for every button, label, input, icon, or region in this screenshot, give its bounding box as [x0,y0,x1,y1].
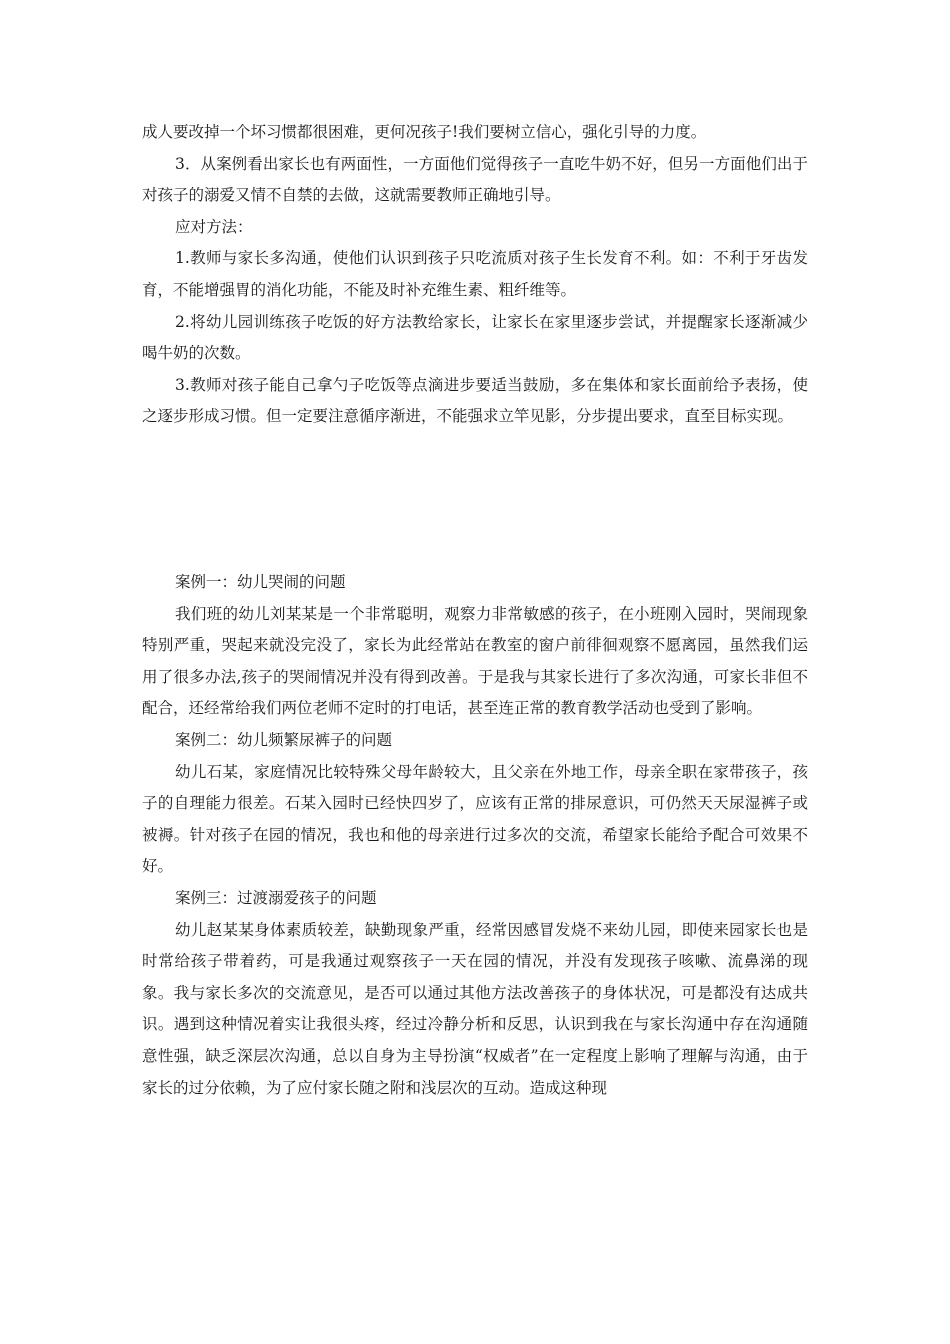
case-3-body: 幼儿赵某某身体素质较差，缺勤现象严重，经常因感冒发烧不来幼儿园，即使来园家长也是时常给孩子带着药，可是我通过观察孩子一天在园的情况，并没有发现孩子咳嗽、流鼻涕的现象。我与家长多次的交流意见，是否可以通过其他方法改善孩子的身体状况，可是都没有达成共识。遇到这种情况着实让我很头疼，经过冷静分析和反思，认识到我在与家长沟通中存在沟通随意性强，缺乏深层次沟通，总以自身为主导扮演“权威者”在一定程度上影响了理解与沟通，由于家长的过分依赖，为了应付家长随之附和浅层次的互动。造成这种现 [142,920,808,1097]
case-3-heading: 案例三：过渡溺爱孩子的问题 [175,888,377,907]
case-2-body: 幼儿石某，家庭情况比较特殊父母年龄较大，且父亲在外地工作，母亲全职在家带孩子，孩子的自理能力很差。石某入园时已经快四岁了，应该有正常的排尿意识，可仍然天天尿湿裤子或被褥。针对孩子在园的情况，我也和他的母亲进行过多次的交流，希望家长能给予配合可效果不好。 [142,762,808,876]
case-1-body: 我们班的幼儿刘某某是一个非常聪明，观察力非常敏感的孩子，在小班刚入园时，哭闹现象特别严重，哭起来就没完没了，家长为此经常站在教室的窗户前徘徊观察不愿离园，虽然我们运用了很多办法,孩子的哭闹情况并没有得到改善。于是我与其家长进行了多次沟通，可家长非但不配合，还经常给我们两位老师不定时的打电话，甚至连正常的教育教学活动也受到了影响。 [142,604,808,718]
text-block-upper [142,117,808,433]
paragraph-continuation: 成人要改掉一个坏习惯都很困难，更何况孩子!我们要树立信心，强化引导的力度。 [142,123,707,141]
paragraph-method-1: 1.教师与家长多沟通，使他们认识到孩子只吃流质对孩子生长发育不利。如：不利于牙齿发育，不能增强胃的消化功能，不能及时补充维生素、粗纤维等。 [142,249,808,299]
paragraph-method-2: 2.将幼儿园训练孩子吃饭的好方法教给家长，让家长在家里逐步尝试，并提醒家长逐渐减少喝牛奶的次数。 [142,312,808,363]
case-1-heading: 案例一：幼儿哭闹的问题 [175,573,346,591]
text-block-lower [142,567,808,1104]
case-2-heading: 案例二：幼儿频繁尿裤子的问题 [175,730,393,749]
paragraph-heading-methods: 应对方法： [175,217,253,236]
paragraph-method-3: 3.教师对孩子能自己拿勺子吃饭等点滴进步要适当鼓励，多在集体和家长面前给予表扬，使之逐步形成习惯。但一定要注意循序渐进，不能强求立竿见影，分步提出要求，直至目标实现。 [142,375,808,426]
paragraph-point-3: 3．从案例看出家长也有两面性，一方面他们觉得孩子一直吃牛奶不好，但另一方面他们出于对孩子的溺爱又情不自禁的去做，这就需要教师正确地引导。 [142,154,808,205]
